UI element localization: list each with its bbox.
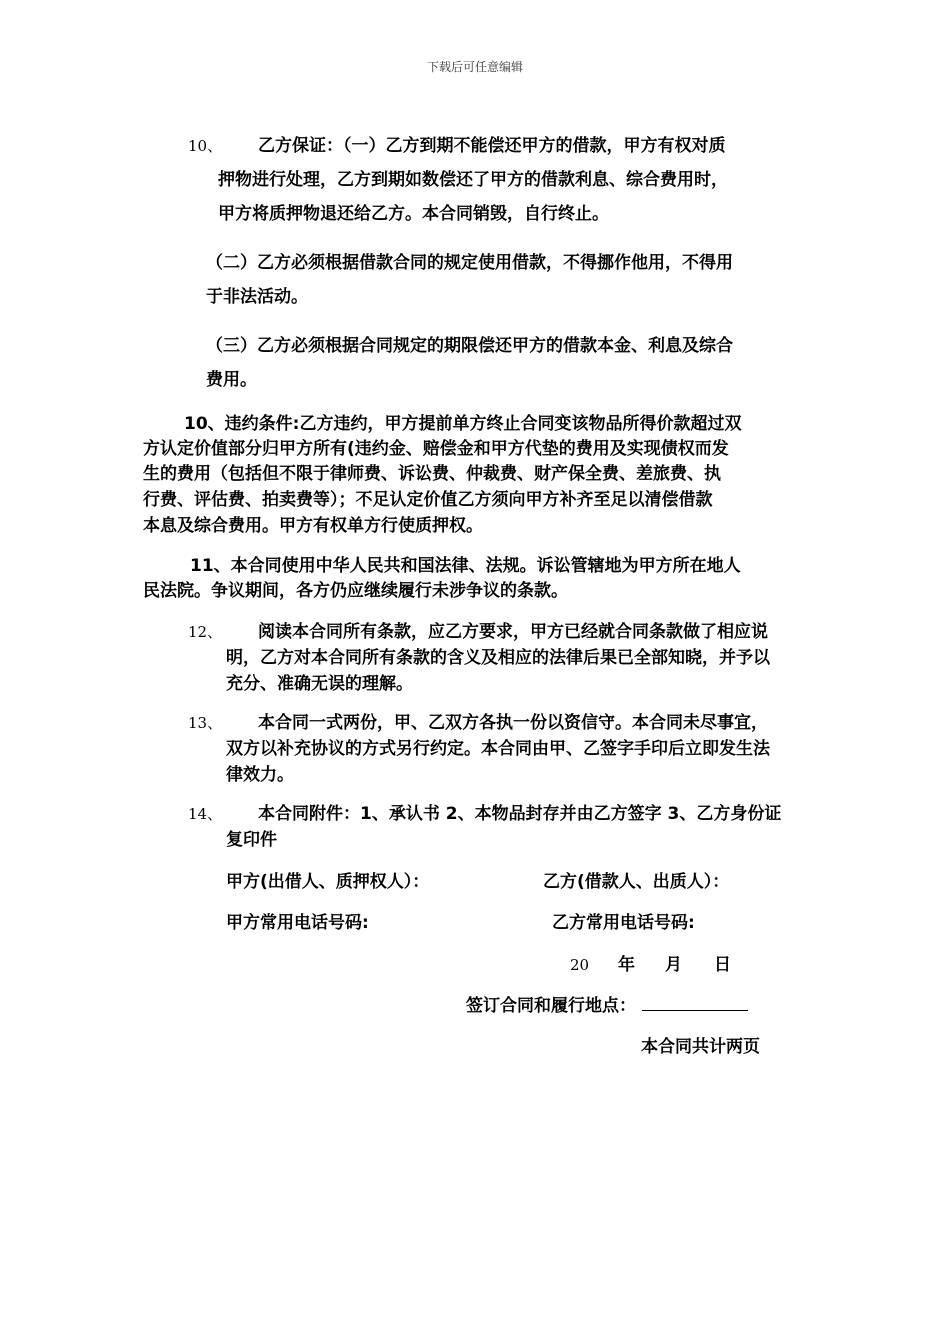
clause-text: 律效力。: [226, 765, 294, 785]
clause-text: 复印件: [226, 830, 277, 850]
clause-text: 押物进行处理，乙方到期如数偿还了甲方的借款利息、综合费用时，: [218, 170, 728, 190]
clause-text: 明，乙方对本合同所有条款的含义及相应的法律后果已全部知晓，并予以: [226, 648, 770, 668]
clause-text: 甲方将质押物退还给乙方。本合同销毁，自行终止。: [218, 204, 609, 224]
party-b-phone-label: 乙方常用电话号码:: [552, 913, 695, 933]
clause-number: 12、: [188, 623, 223, 641]
date-year-label: 年: [618, 955, 635, 975]
signing-place-label: 签订合同和履行地点：: [466, 996, 636, 1016]
page-header: 下载后可任意编辑: [426, 60, 523, 74]
clause-text: 本合同附件：1、承认书 2、本物品封存并由乙方签字 3、乙方身份证: [258, 804, 782, 824]
party-b-label: 乙方(借款人、出质人）：: [543, 872, 730, 892]
subclause-text: （二）乙方必须根据借款合同的规定使用借款，不得挪作他用，不得用: [206, 253, 733, 273]
date-month-label: 月: [665, 955, 682, 975]
date-year-prefix: 20: [570, 956, 590, 974]
party-a-label: 甲方(出借人、质押权人）：: [226, 872, 430, 892]
subclause-text: （三）乙方必须根据合同规定的期限偿还甲方的借款本金、利息及综合: [206, 336, 733, 356]
clause-text: 乙方保证：（一）乙方到期不能偿还甲方的借款，甲方有权对质: [258, 136, 726, 156]
signing-place-line: [466, 993, 748, 1019]
clause-text: 11、本合同使用中华人民共和国法律、法规。诉讼管辖地为甲方所在地人: [190, 556, 741, 576]
party-a-phone-label: 甲方常用电话号码:: [226, 913, 369, 933]
subclause-text: 于非法活动。: [206, 287, 308, 307]
clause-text: 本合同一式两份，甲、乙双方各执一份以资信守。本合同未尽事宜，: [258, 713, 768, 733]
subclause-text: 费用。: [206, 370, 257, 390]
date-day-label: 日: [714, 955, 731, 975]
clause-number: 10、: [188, 137, 223, 155]
clause-text: 10、违约条件:乙方违约，甲方提前单方终止合同变该物品所得价款超过双: [184, 414, 742, 434]
clause-text: 生的费用（包括但不限于律师费、诉讼费、仲裁费、财产保全费、差旅费、执: [143, 464, 721, 484]
page-count-note: 本合同共计两页: [641, 1037, 760, 1057]
clause-text: 行费、评估费、拍卖费等）；不足认定价值乙方须向甲方补齐至足以清偿借款: [143, 490, 713, 510]
clause-text: 民法院。争议期间，各方仍应继续履行未涉争议的条款。: [143, 581, 568, 601]
signing-place-blank: [642, 993, 748, 1011]
clause-text: 双方以补充协议的方式另行约定。本合同由甲、乙签字手印后立即发生法: [226, 739, 770, 759]
clause-text: 充分、准确无误的理解。: [226, 674, 413, 694]
clause-number: 14、: [188, 805, 223, 823]
clause-text: 本息及综合费用。甲方有权单方行使质押权。: [143, 516, 483, 536]
clause-text: 阅读本合同所有条款，应乙方要求，甲方已经就合同条款做了相应说: [258, 622, 768, 642]
clause-text: 方认定价值部分归甲方所有(违约金、赔偿金和甲方代垫的费用及实现债权而发: [143, 439, 729, 459]
clause-number: 13、: [188, 714, 223, 732]
